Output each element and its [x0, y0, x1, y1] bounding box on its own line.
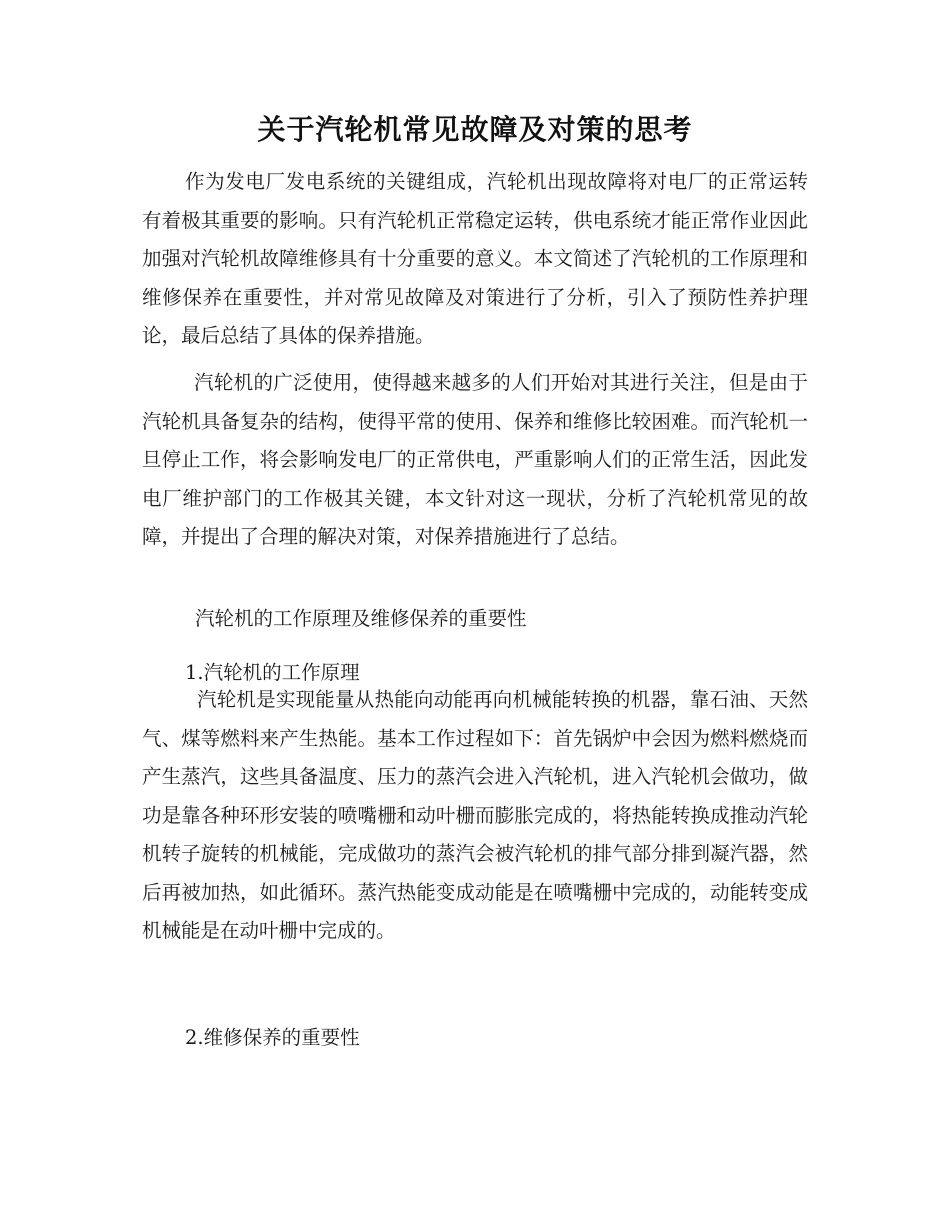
working-principle-paragraph: 汽轮机是实现能量从热能向动能再向机械能转换的机器，靠石油、天然气、煤等燃料来产生热能。基本工作过程如下：首先锅炉中会因为燃料燃烧而产生蒸汽，这些具备温度、压力的蒸汽会进入汽轮机，进入汽轮机会做功，做功是靠各种环形安装的喷嘴栅和动叶栅而膨胀完成的，将热能转换成推动汽轮机转子旋转的机械能，完成做功的蒸汽会被汽轮机的排气部分排到凝汽器，然后再被加热，如此循环。蒸汽热能变成动能是在喷嘴栅中完成的，动能转变成机械能是在动叶栅中完成的。 [142, 688, 808, 942]
intro-paragraph: 作为发电厂发电系统的关键组成，汽轮机出现故障将对电厂的正常运转有着极其重要的影响。只有汽轮机正常稳定运转，供电系统才能正常作业因此加强对汽轮机故障维修具有十分重要的意义。本文简述了汽轮机的工作原理和维修保养在重要性，并对常见故障及对策进行了分析，引入了预防性养护理论，最后总结了具体的保养措施。 [142, 170, 808, 347]
background-paragraph: 汽轮机的广泛使用，使得越来越多的人们开始对其进行关注，但是由于汽轮机具备复杂的结构，使得平常的使用、保养和维修比较困难。而汽轮机一旦停止工作，将会影响发电厂的正常供电，严重影响人们的正常生活，因此发电厂维护部门的工作极其关键，本文针对这一现状，分析了汽轮机常见的故障，并提出了合理的解决对策，对保养措施进行了总结。 [142, 371, 808, 548]
section-heading: 汽轮机的工作原理及维修保养的重要性 [195, 607, 527, 630]
subheading-maintenance-importance: 2.维修保养的重要性 [185, 1026, 360, 1049]
subheading-working-principle: 1.汽轮机的工作原理 [185, 661, 360, 684]
document-title: 关于汽轮机常见故障及对策的思考 [257, 113, 693, 146]
